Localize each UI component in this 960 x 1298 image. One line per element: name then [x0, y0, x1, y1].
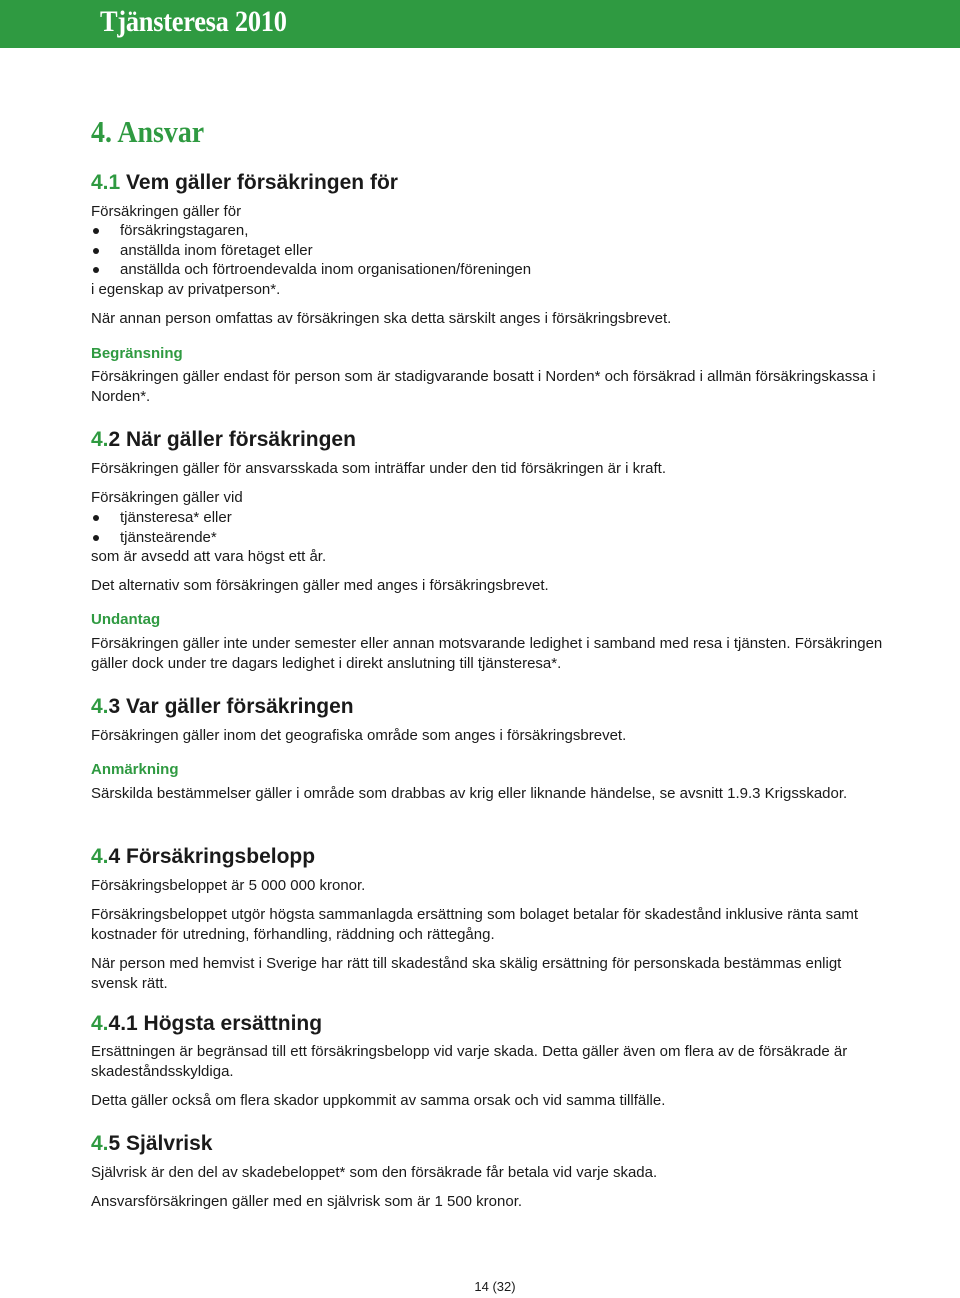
paragraph: Detta gäller också om flera skador uppkommit av samma orsak och vid samma tillfälle.: [91, 1092, 666, 1109]
section-number: 4.: [91, 1012, 109, 1035]
bullet-list: [91, 221, 531, 280]
section-4-4-heading: [91, 845, 315, 869]
section-4-4-1-heading: [91, 1012, 322, 1036]
paragraph: När person med hemvist i Sverige har rätt till skadestånd ska skälig ersättning för personskada bestämmas enligt svensk rätt.: [91, 955, 842, 992]
paragraph: Självrisk är den del av skadebeloppet* som den försäkrade får betala vid varje skada.: [91, 1164, 658, 1181]
section-title: Vem gäller försäkringen för: [120, 171, 398, 194]
section-title: 5 Självrisk: [108, 1132, 213, 1155]
paragraph: Försäkringen gäller endast för person som är stadigvarande bosatt i Norden* och försäkrad i allmän försäkringskassa i Norden*.: [91, 368, 876, 405]
chapter-title: 4. Ansvar: [91, 114, 205, 149]
section-number: 4.: [91, 695, 109, 718]
paragraph: Det alternativ som försäkringen gäller med anges i försäkringsbrevet.: [91, 577, 549, 594]
paragraph: i egenskap av privatperson*.: [91, 281, 281, 298]
page-number: 14 (32): [474, 1279, 516, 1294]
paragraph: Försäkringen gäller för: [91, 203, 242, 220]
paragraph: Särskilda bestämmelser gäller i område som drabbas av krig eller liknande händelse, se avsnitt 1.9.3 Krigsskador.: [91, 785, 848, 802]
section-number: 4.1: [91, 171, 121, 194]
list-item: försäkringstagaren,: [91, 221, 531, 241]
paragraph: Ansvarsförsäkringen gäller med en självrisk som är 1 500 kronor.: [91, 1193, 523, 1210]
section-4-2-heading: [91, 428, 356, 452]
paragraph: Försäkringen gäller för ansvarsskada som inträffar under den tid försäkringen är i kraft.: [91, 460, 666, 477]
paragraph: Försäkringsbeloppet är 5 000 000 kronor.: [91, 877, 366, 894]
paragraph: Ersättningen är begränsad till ett försäkringsbelopp vid varje skada. Detta gäller även om flera av de försäkrade är skadeståndsskyldiga.: [91, 1043, 848, 1080]
section-4-3-heading: [91, 695, 354, 719]
section-title: 4 Försäkringsbelopp: [108, 845, 316, 868]
paragraph: Försäkringen gäller inom det geografiska område som anges i försäkringsbrevet.: [91, 727, 627, 744]
subheading-anmarkning: Anmärkning: [91, 761, 179, 778]
list-item: anställda och förtroendevalda inom organisationen/föreningen: [91, 260, 531, 280]
section-title: 2 När gäller försäkringen: [108, 428, 356, 451]
paragraph: som är avsedd att vara högst ett år.: [91, 548, 327, 565]
list-item: anställda inom företaget eller: [91, 241, 531, 261]
subheading-undantag: Undantag: [91, 611, 161, 628]
section-title: 4.1 Högsta ersättning: [108, 1012, 323, 1035]
section-4-5-heading: [91, 1132, 212, 1156]
section-number: 4.: [91, 428, 109, 451]
paragraph: Försäkringen gäller vid: [91, 489, 243, 506]
list-item: tjänsteresa* eller: [91, 508, 232, 528]
list-item: tjänsteärende*: [91, 528, 232, 548]
header-title: Tjänsteresa 2010: [100, 5, 287, 38]
section-title: 3 Var gäller försäkringen: [108, 695, 354, 718]
section-number: 4.: [91, 1132, 109, 1155]
paragraph: Försäkringsbeloppet utgör högsta sammanlagda ersättning som bolaget betalar för skadestånd inklusive ränta samt kostnader för utredning, förhandling, räddning och rättegång.: [91, 906, 859, 943]
paragraph: När annan person omfattas av försäkringen ska detta särskilt anges i försäkringsbrevet.: [91, 310, 672, 327]
section-4-1-heading: [91, 171, 398, 195]
section-number: 4.: [91, 845, 109, 868]
bullet-list: [91, 508, 232, 547]
header-bar: [0, 0, 960, 48]
paragraph: Försäkringen gäller inte under semester eller annan motsvarande ledighet i samband med resa i tjänsten. Försäkringen gäller dock under tre dagars ledighet i direkt anslutning till tjänsteresa*.: [91, 635, 883, 672]
subheading-begransning: Begränsning: [91, 345, 183, 362]
